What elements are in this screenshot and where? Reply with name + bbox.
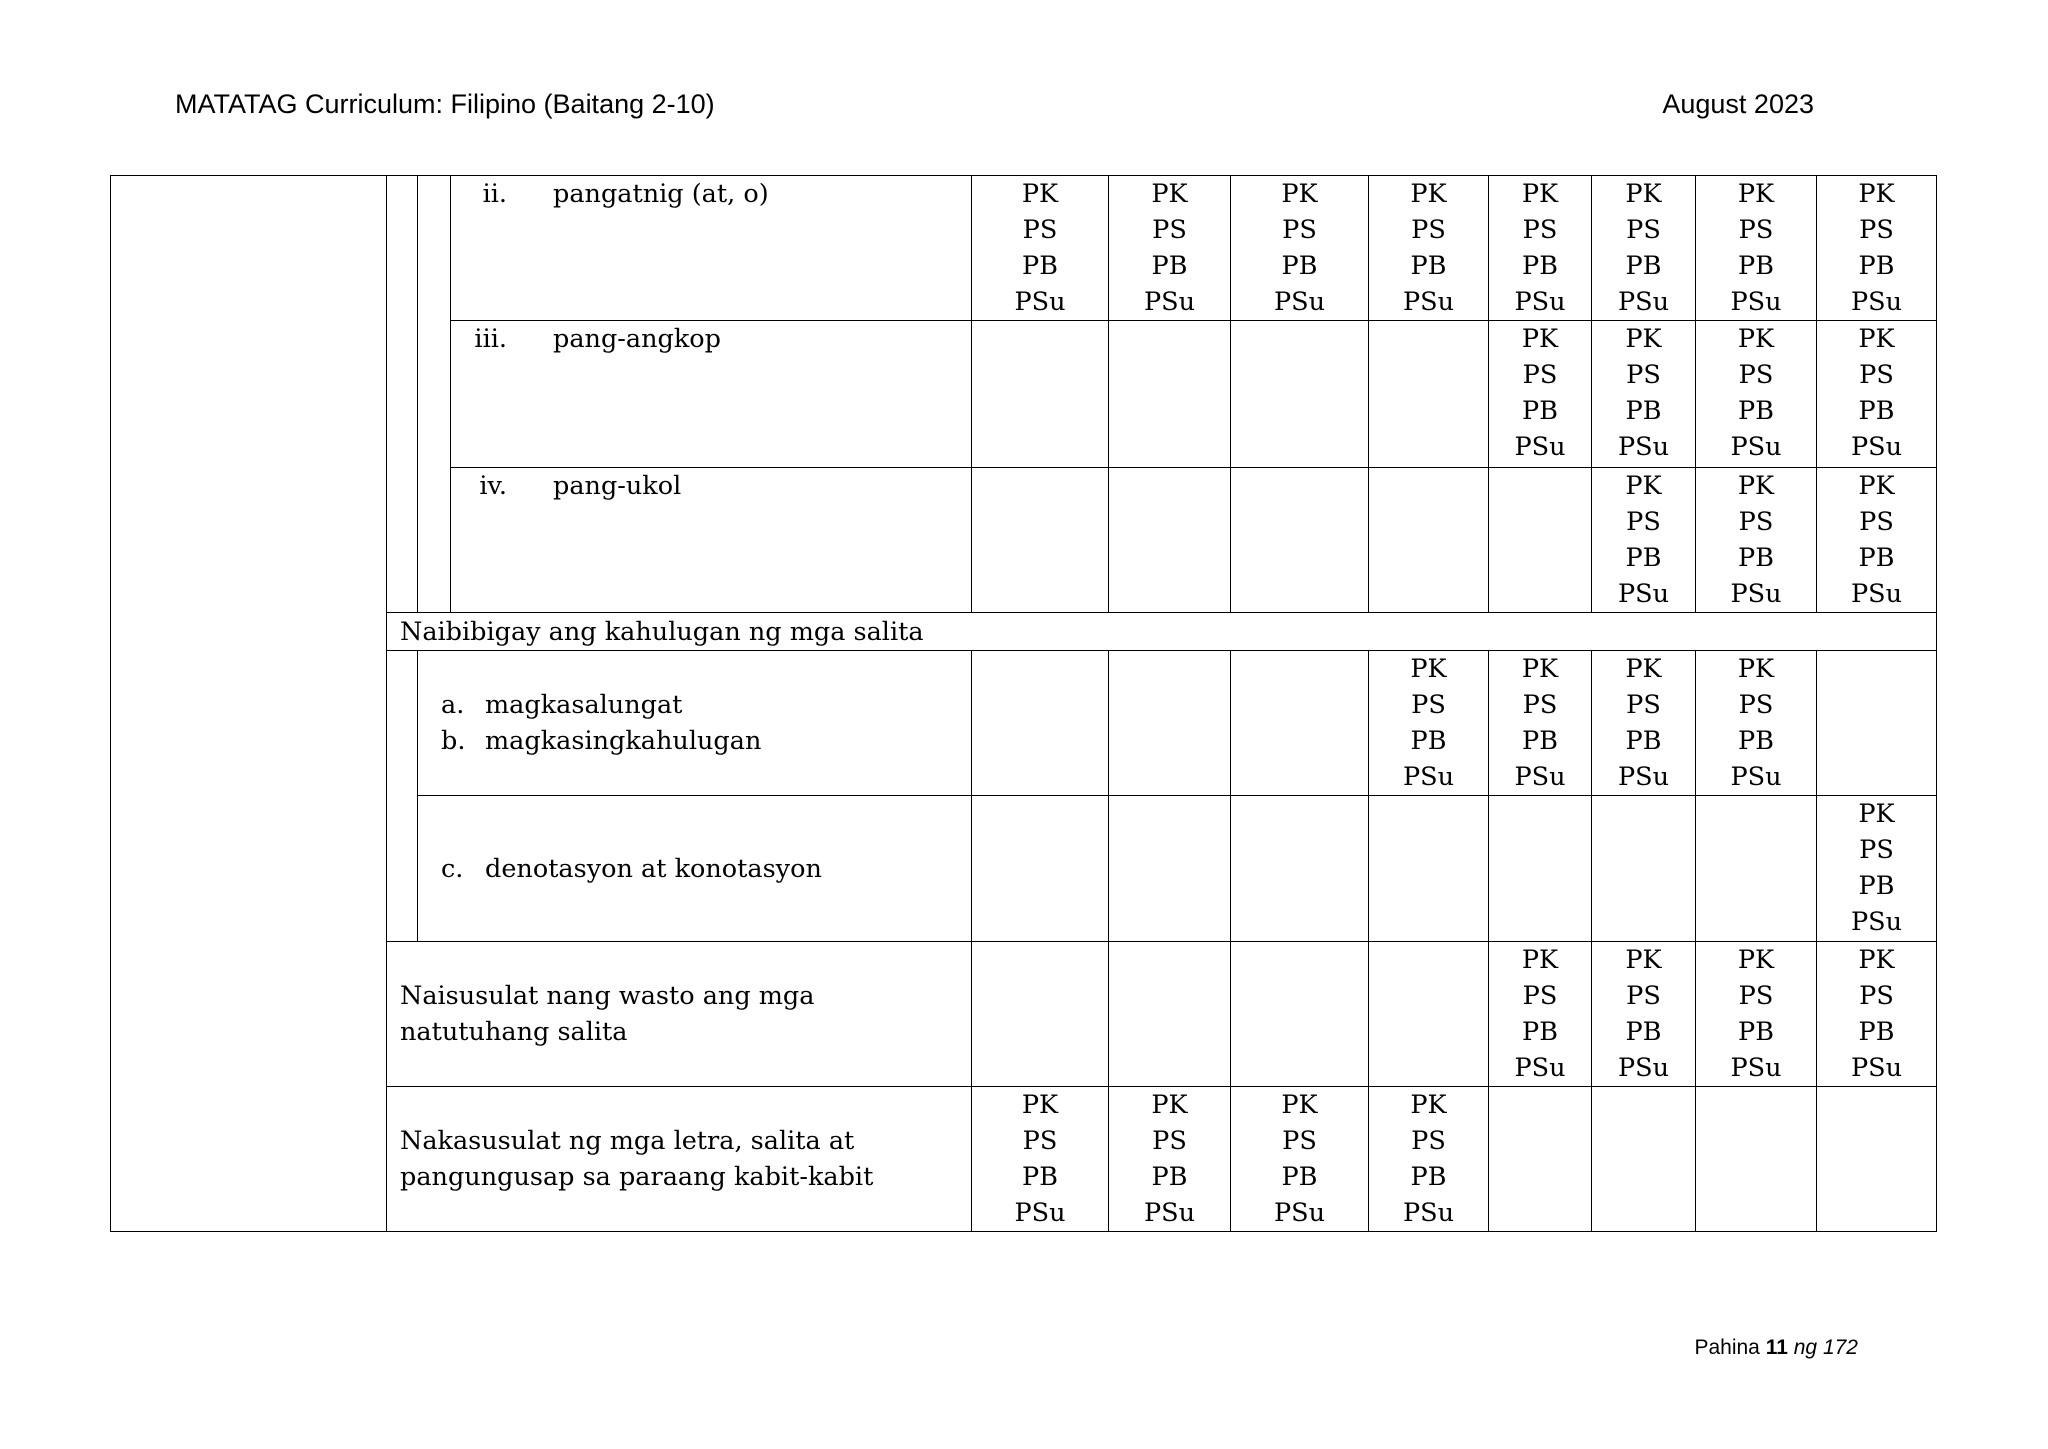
list-item — [441, 687, 971, 723]
proficiency-cell — [1109, 651, 1231, 796]
list-item — [441, 723, 971, 759]
proficiency-cell: PK PS PB PSu — [1109, 176, 1231, 321]
proficiency-cell: PK PS PB PSu — [1817, 942, 1937, 1087]
proficiency-cell: PK PS PB PSu — [972, 1087, 1109, 1232]
page-label: Pahina — [1694, 1336, 1760, 1359]
proficiency-cell — [1592, 1087, 1696, 1232]
proficiency-cell — [1369, 796, 1489, 942]
item-marker: iv. — [479, 471, 507, 501]
proficiency-cell: PK PS PB PSu — [1109, 1087, 1231, 1232]
meaning-items-cell — [418, 796, 972, 942]
proficiency-cell — [1369, 468, 1489, 613]
item-marker: b. — [441, 726, 466, 756]
proficiency-cell: PK PS PB PSu — [1369, 176, 1489, 321]
item-label: denotasyon at konotasyon — [485, 853, 822, 884]
item-label: pang-ukol — [553, 471, 682, 501]
sub-item-label-cell — [451, 468, 972, 613]
proficiency-cell: PK PS PB PSu — [972, 176, 1109, 321]
sub-item-label-cell — [451, 176, 972, 321]
proficiency-cell: PK PS PB PSu — [1369, 651, 1489, 796]
item-label: pang-angkop — [553, 324, 721, 354]
proficiency-cell — [1231, 651, 1369, 796]
proficiency-cell: PK PS PB PSu — [1696, 468, 1817, 613]
page-of-label: ng — [1793, 1336, 1818, 1359]
proficiency-cell: PK PS PB PSu — [1231, 1087, 1369, 1232]
proficiency-cell — [1109, 942, 1231, 1087]
proficiency-cell: PK PS PB PSu — [1369, 1087, 1489, 1232]
proficiency-cell: PK PS PB PSu — [1592, 651, 1696, 796]
indent-cell — [418, 176, 451, 613]
list-item — [441, 851, 971, 887]
proficiency-cell — [1369, 942, 1489, 1087]
proficiency-cell: PK PS PB PSu — [1489, 176, 1592, 321]
proficiency-cell — [1231, 468, 1369, 613]
proficiency-cell: PK PS PB PSu — [1696, 942, 1817, 1087]
competency-label-cell — [387, 942, 972, 1087]
proficiency-cell — [1817, 1087, 1937, 1232]
competency-label-cell — [387, 1087, 972, 1232]
competency-heading — [387, 613, 1937, 651]
proficiency-cell — [1231, 942, 1369, 1087]
blank-domain-cell — [111, 176, 387, 1232]
proficiency-cell: PK PS PB PSu — [1592, 176, 1696, 321]
proficiency-cell — [1489, 796, 1592, 942]
proficiency-cell — [1109, 321, 1231, 468]
proficiency-cell: PK PS PB PSu — [1817, 176, 1937, 321]
proficiency-cell: PK PS PB PSu — [1696, 176, 1817, 321]
item-marker: a. — [441, 690, 465, 720]
proficiency-cell — [1109, 796, 1231, 942]
item-label: magkasingkahulugan — [485, 726, 762, 756]
proficiency-cell — [1489, 468, 1592, 613]
document-date: August 2023 — [1662, 89, 1814, 119]
curriculum-table — [110, 175, 1937, 1232]
proficiency-cell — [1231, 796, 1369, 942]
proficiency-cell: PK PS PB PSu — [1696, 321, 1817, 468]
proficiency-cell — [1696, 1087, 1817, 1232]
proficiency-cell — [1696, 796, 1817, 942]
page-number: 11 — [1765, 1336, 1788, 1359]
item-label: pangatnig (at, o) — [553, 179, 769, 209]
proficiency-cell — [1489, 1087, 1592, 1232]
item-marker: c. — [441, 853, 464, 884]
indent-cell — [387, 651, 418, 942]
proficiency-cell — [1369, 321, 1489, 468]
competency-heading-text: Naibibigay ang kahulugan ng mga salita — [400, 616, 924, 647]
proficiency-cell: PK PS PB PSu — [1489, 321, 1592, 468]
proficiency-cell: PK PS PB PSu — [1592, 942, 1696, 1087]
competency-label: Naisusulat nang wasto ang mga natutuhang salita — [400, 981, 815, 1047]
proficiency-cell: PK PS PB PSu — [1592, 321, 1696, 468]
proficiency-cell — [972, 468, 1109, 613]
meaning-items-cell — [418, 651, 972, 796]
proficiency-cell — [972, 321, 1109, 468]
item-label: magkasalungat — [485, 690, 683, 720]
proficiency-cell — [972, 796, 1109, 942]
proficiency-cell: PK PS PB PSu — [1696, 651, 1817, 796]
page-footer — [1694, 1335, 1858, 1361]
proficiency-cell — [972, 651, 1109, 796]
proficiency-cell — [1817, 651, 1937, 796]
proficiency-cell: PK PS PB PSu — [1592, 468, 1696, 613]
sub-item-label-cell — [451, 321, 972, 468]
proficiency-cell: PK PS PB PSu — [1817, 468, 1937, 613]
proficiency-cell — [972, 942, 1109, 1087]
proficiency-cell — [1231, 321, 1369, 468]
proficiency-cell: PK PS PB PSu — [1489, 651, 1592, 796]
indent-cell — [387, 176, 418, 613]
proficiency-cell: PK PS PB PSu — [1231, 176, 1369, 321]
item-marker: iii. — [474, 324, 507, 354]
page-total — [1794, 1336, 1858, 1359]
proficiency-cell: PK PS PB PSu — [1817, 796, 1937, 942]
proficiency-cell — [1109, 468, 1231, 613]
total-pages: 172 — [1822, 1336, 1858, 1359]
item-marker: ii. — [482, 179, 507, 209]
proficiency-cell — [1592, 796, 1696, 942]
proficiency-cell: PK PS PB PSu — [1817, 321, 1937, 468]
proficiency-cell: PK PS PB PSu — [1489, 942, 1592, 1087]
document-title: MATATAG Curriculum: Filipino (Baitang 2-10) — [175, 89, 715, 119]
competency-label: Nakasusulat ng mga letra, salita at pangungusap sa paraang kabit-kabit — [400, 1126, 874, 1192]
